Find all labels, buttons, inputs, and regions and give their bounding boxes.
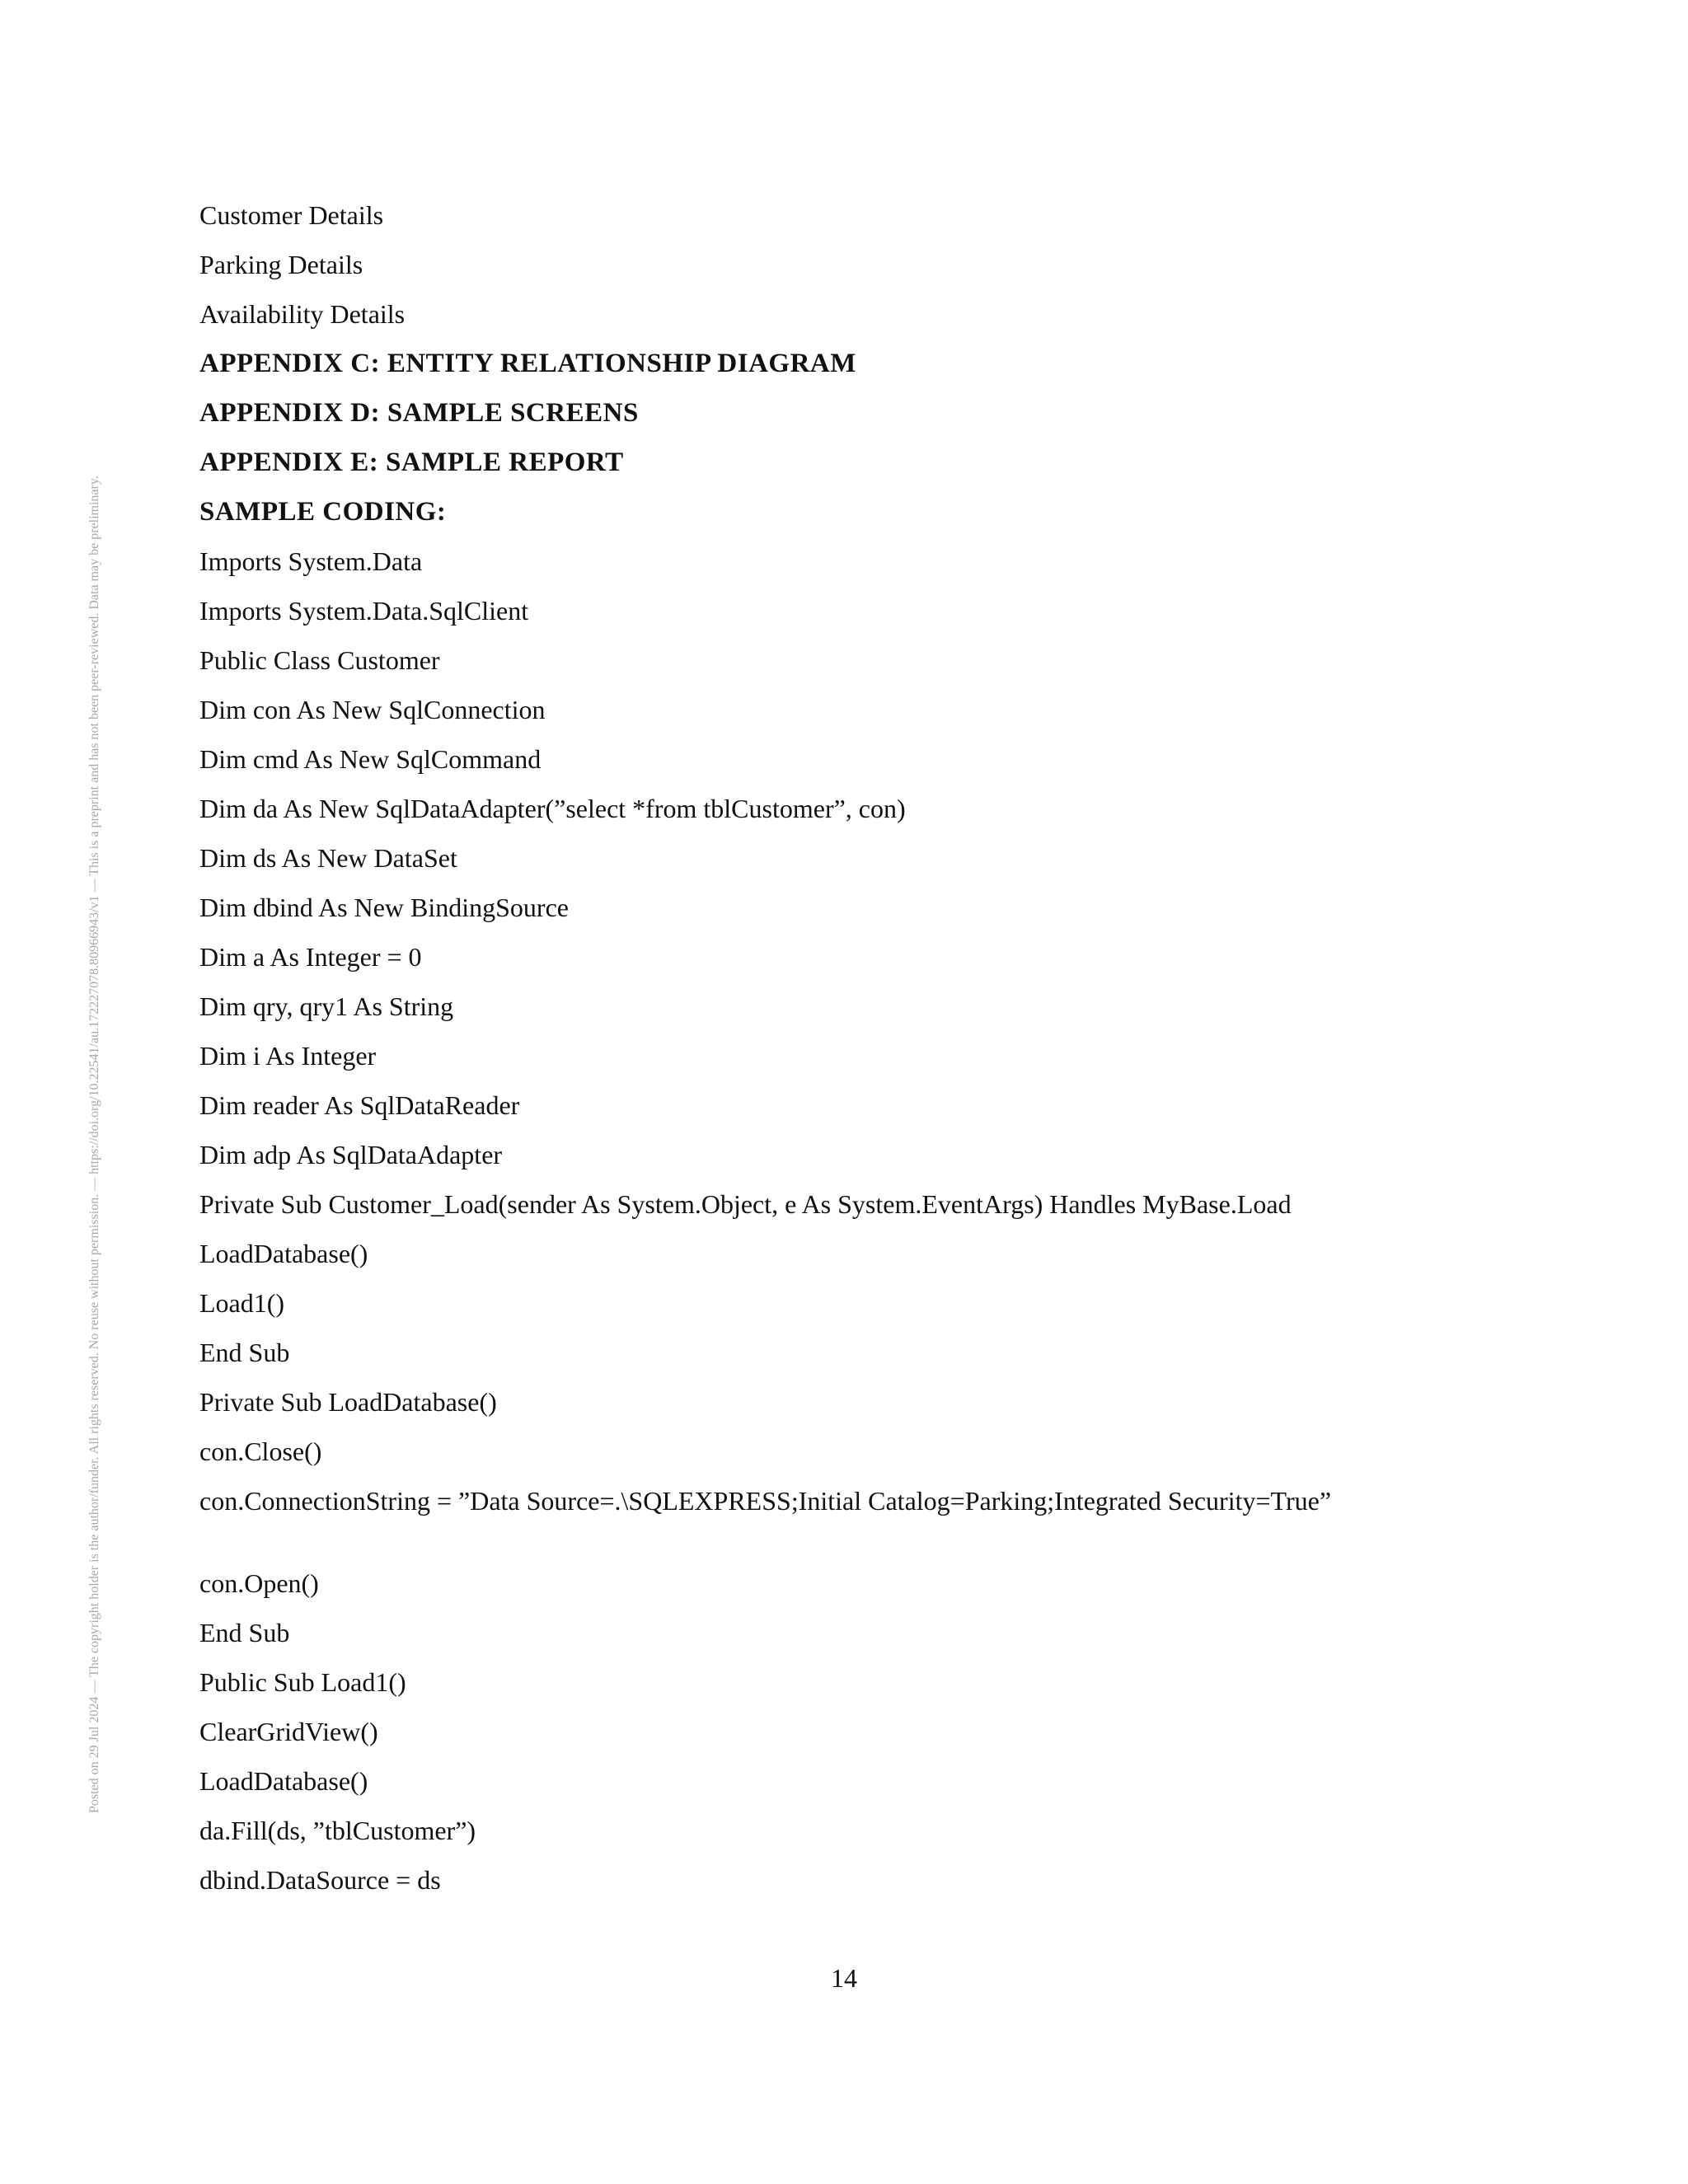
code-line: ClearGridView() (199, 1717, 378, 1746)
code-line: Dim con As New SqlConnection (199, 695, 546, 724)
code-line: End Sub (199, 1618, 290, 1647)
code-line: con.Open() (199, 1568, 319, 1598)
code-line: Dim dbind As New BindingSource (199, 893, 569, 922)
list-item: Parking Details (199, 250, 363, 279)
code-line: Load1() (199, 1288, 285, 1318)
preprint-notice: Posted on 29 Jul 2024 — The copyright holder is the author/funder. All rights reserved. No reuse without permission. — https://doi.org/10.22541/au.172227078.80966943/v1 — This is a preprint and has not been peer-reviewed. Data may be preliminary. (87, 476, 101, 1813)
code-line: LoadDatabase() (199, 1766, 368, 1796)
code-line: Dim reader As SqlDataReader (199, 1090, 520, 1120)
list-item: Availability Details (199, 299, 406, 329)
code-line: Dim adp As SqlDataAdapter (199, 1140, 503, 1169)
code-line: Imports System.Data.SqlClient (199, 596, 529, 626)
code-line: con.Close() (199, 1436, 322, 1466)
code-line: Public Class Customer (199, 645, 440, 675)
code-line: Public Sub Load1() (199, 1667, 406, 1697)
code-line: dbind.DataSource = ds (199, 1865, 441, 1895)
code-line: LoadDatabase() (199, 1239, 368, 1268)
code-line: Private Sub Customer_Load(sender As System.Object, e As System.EventArgs) Handles MyBase.Load (199, 1189, 1292, 1219)
code-line: da.Fill(ds, ”tblCustomer”) (199, 1816, 476, 1845)
code-line: Dim da As New SqlDataAdapter(”select *from tblCustomer”, con) (199, 794, 906, 823)
page-number: 14 (831, 1963, 857, 1993)
code-line: Dim cmd As New SqlCommand (199, 744, 542, 774)
list-item: Customer Details (199, 200, 384, 230)
code-line: Dim ds As New DataSet (199, 843, 457, 873)
code-line: End Sub (199, 1338, 290, 1367)
appendix-e-heading: APPENDIX E: SAMPLE REPORT (199, 448, 624, 477)
code-line: Dim a As Integer = 0 (199, 942, 422, 972)
connection-string-line: con.ConnectionString = ”Data Source=.\SQLEXPRESS;Initial Catalog=Parking;Integrated Security=True” (199, 1486, 1332, 1516)
code-line: Imports System.Data (199, 546, 423, 576)
appendix-d-heading: APPENDIX D: SAMPLE SCREENS (199, 398, 639, 428)
code-line: Private Sub LoadDatabase() (199, 1387, 497, 1417)
appendix-c-heading: APPENDIX C: ENTITY RELATIONSHIP DIAGRAM (199, 349, 856, 378)
code-line: Dim i As Integer (199, 1041, 377, 1071)
sample-coding-heading: SAMPLE CODING: (199, 497, 447, 527)
code-line: Dim qry, qry1 As String (199, 991, 454, 1021)
